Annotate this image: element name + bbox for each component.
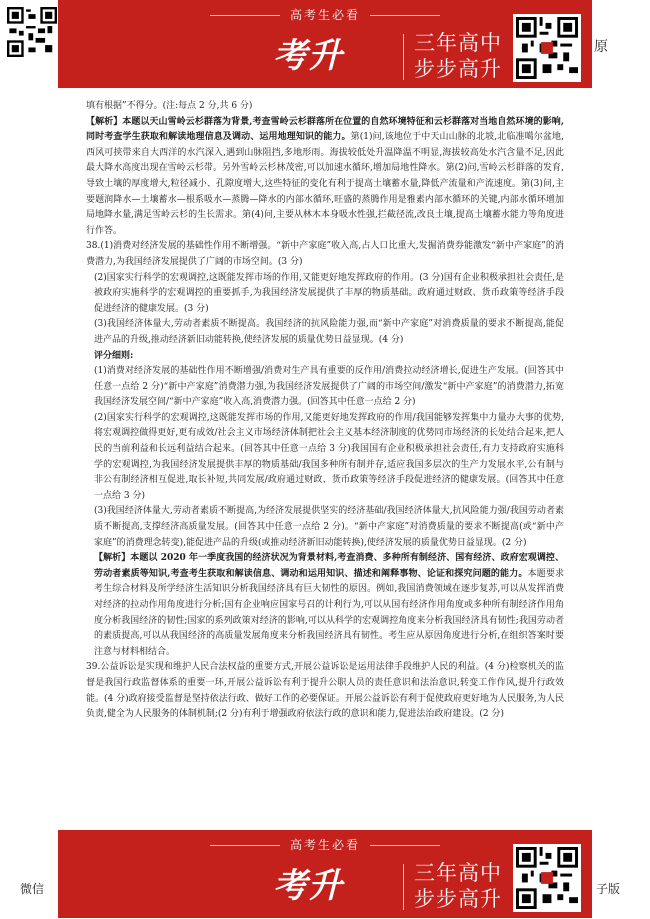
top-ad-banner[interactable]: [58, 0, 592, 88]
answer-fragment: 填有根据”不得分。(注:每点 2 分,共 6 分): [86, 101, 253, 111]
tagline-line1: 三年高中: [414, 31, 502, 55]
question-38-point-2: (2)国家实行科学的宏观调控,这既能发挥市场的作用,又能更好地发挥政府的作用。(3 分)国有企业积极承担社会责任,是被政府实施科学的宏观调控的重要抓手,为我国经济发展提供了丰厚的物质基础。政府通过财政、货币政策等经济手段促进经济的健康发展。(3 分): [94, 272, 564, 314]
banner-qr-code[interactable]: [513, 844, 581, 912]
answer-text: (1)消费对经济发展的基础性作用不断增强。“新中产家庭”收入高,占人口比重大,发掘消费券能激发“新中产家庭”的消费潜力,为我国经济发展提供了广阔的市场空间。(3 分): [86, 241, 564, 267]
rubric-heading-text: 评分细则:: [94, 350, 134, 361]
question-number: 39.: [86, 662, 101, 673]
banner-divider: [403, 34, 404, 80]
banner-tagline: [414, 860, 514, 912]
banner-logo: 考升: [273, 36, 343, 76]
analysis-label: 【解析】本题以天山雪岭云杉群落为背景,考查雪岭云杉群落所在位置的自然环境特征和云杉群落对当地自然环境的影响,同时考查学生获取和解读地理信息及调动、运用地理知识的能力。: [86, 116, 564, 143]
banner-slogan: 高考生必看: [58, 6, 592, 23]
banner-slogan: 高考生必看: [58, 836, 592, 853]
tagline-line2: 步步高升: [414, 57, 502, 81]
edge-text-bottom-right: 子版: [596, 882, 621, 896]
tagline-line2: 步步高升: [414, 887, 502, 911]
question-39: [86, 660, 564, 722]
edge-text-top-right: 原: [594, 39, 608, 55]
banner-divider: [403, 864, 404, 910]
rubric-point-1: (1)消费对经济发展的基础性作用不断增强/消费对生产具有重要的反作用/消费拉动经济增长,促进生产发展。(回答其中任意一点给 2 分)“新中产家庭”消费潜力强,为我国经济发展提供了广阔的市场空间/激发“新中产家庭”的消费潜力,拓宽我国经济发展空间/“新中产家庭”收入高,消费潜力强。(回答其中任意一点给 2 分): [94, 366, 564, 408]
rubric-heading: [86, 349, 564, 365]
qr-code-icon: [7, 7, 57, 57]
corner-qr-code: [4, 4, 60, 60]
tagline-line1: 三年高中: [414, 861, 502, 885]
answer-document: [86, 99, 564, 723]
question-38-point-3: (3)我国经济体量大,劳动者素质不断提高。我国经济的抗风险能力强,而“新中产家庭”对消费质量的要求不断提高,能促进产品的升级,推动经济新旧动能转换,使经济发展的质量优势日益显现。(4 分): [94, 319, 564, 345]
banner-tagline: [414, 30, 514, 82]
question-38-point-1: [86, 239, 564, 270]
bottom-ad-banner[interactable]: [58, 830, 592, 918]
rubric-point-3: (3)我国经济体量大,劳动者素质不断提高,为经济发展提供坚实的经济基础/我国经济体量大,抗风险能力强/我国劳动者素质不断提高,支撑经济高质量发展。(回答其中任意一点给 2 分)。“新中产家庭”对消费质量的要求不断提高(或“新中产家庭”的消费理念转变),能促进产品的升级(或推动经济新旧动能转换),使经济发展的质量优势日益显现。(2 分): [94, 506, 564, 548]
analysis-text: 本题要求考生综合材料及所学经济生活知识分析我国经济具有巨大韧性的原因。例如,我国消费领域在逐步复苏,可以从发挥消费对经济的拉动作用角度进行分析;国有企业响应国家号召的计利行为,可以从国有经济作用角度或多种所有制经济作用角度分析我国经济的韧性;国家的系列政策对经济的影响,可以从科学的宏观调控角度来分析我国经济具有韧性;我国劳动者的素质提高,可以从我国经济的高质量发展角度来分析我国经济具有韧性。考生应从原因角度进行分析,在组织答案时要注意与材料相结合。: [94, 568, 564, 657]
answer-text: 公益诉讼是实现和维护人民合法权益的重要方式,开展公益诉讼是运用法律手段维护人民的利益。(4 分)检察机关的监督是我国行政监督体系的重要一环,开展公益诉讼有利于提升公职人员的责任意识和法治意识,转变工作作风,提升行政效能。(4 分)政府接受监督是坚持依法行政、做好工作的必要保证。开展公益诉讼有利于促使政府更好地为人民服务,为人民负责,健全为人民服务的体制机制;(2 分)有利于增强政府依法行政的意识和能力,促进法治政府建设。(2 分): [86, 662, 564, 720]
rubric-point-2: (2)国家实行科学的宏观调控,这既能发挥市场的作用,又能更好地发挥政府的作用/我国能够发挥集中力量办大事的优势,将宏观调控做得更好,更有成效/社会主义市场经济体制把社会主义基本经济制度的优势同市场经济的长处结合起来,把人民的当前利益和长远利益结合起来。(回答其中任意一点给 3 分)我国国有企业积极承担社会责任,有力支持政府实施科学的宏观调控,为我国经济发展提供丰厚的物质基础/我国多种所有制并存,适应我国多层次的生产力发展水平,公有制与非公有制经济相互促进,取长补短,共同发展/政府通过财政、货币政策等经济手段促进经济的健康发展。(回答其中任意一点给 3 分): [94, 412, 564, 501]
question-number: 38.: [86, 241, 101, 252]
analysis-37: [86, 115, 564, 240]
analysis-text: 第(1)问,该地位于中天山山脉的北坡,北临准噶尔盆地,西风可挟带来自大西洋的水汽深入,遇到山脉阻挡,多地形雨。海拔较低处升温降温不明显,海拔较高处水汽含量不足,因此最大降水高度出现在雪岭云杉带。另外雪岭云杉林茂密,可以加速水循环,增加局地性降水。第(2)问,雪岭云杉群落的发育,导致土壤的厚度增大,粒径减小、孔隙度增大,这些特征的变化有利于提高土壤蓄水量,降低产流量和产流速度。第(3)问,主要题润降水—土壤蓄水—根系吸水—蒸腾—降水的内部水循环,旺盛的蒸腾作用是雅素内部水循环的关键,内部水循环增加局地降水量,满足雪岭云杉的生长需求。第(4)问,主要从林木本身吸水性强,拦截径流,改良土壤,提高土壤蓄水能力等角度进行作答。: [86, 132, 564, 236]
qr-code-icon: [516, 17, 578, 79]
edge-text-bottom-left: 微信: [20, 882, 45, 896]
qr-code-icon: [516, 847, 578, 909]
analysis-label: 【解析】本题以 2020 年一季度我国的经济状况为背景材料,考查消费、多种所有制经济、国有经济、政府宏观调控、劳动者素质等知识,考查考生获取和解读信息、调动和运用知识、描述和阐释事物、论证和探究问题的能力。: [94, 553, 564, 579]
banner-logo: 考升: [273, 866, 343, 906]
analysis-38: [86, 551, 564, 660]
banner-qr-code[interactable]: [513, 14, 581, 82]
